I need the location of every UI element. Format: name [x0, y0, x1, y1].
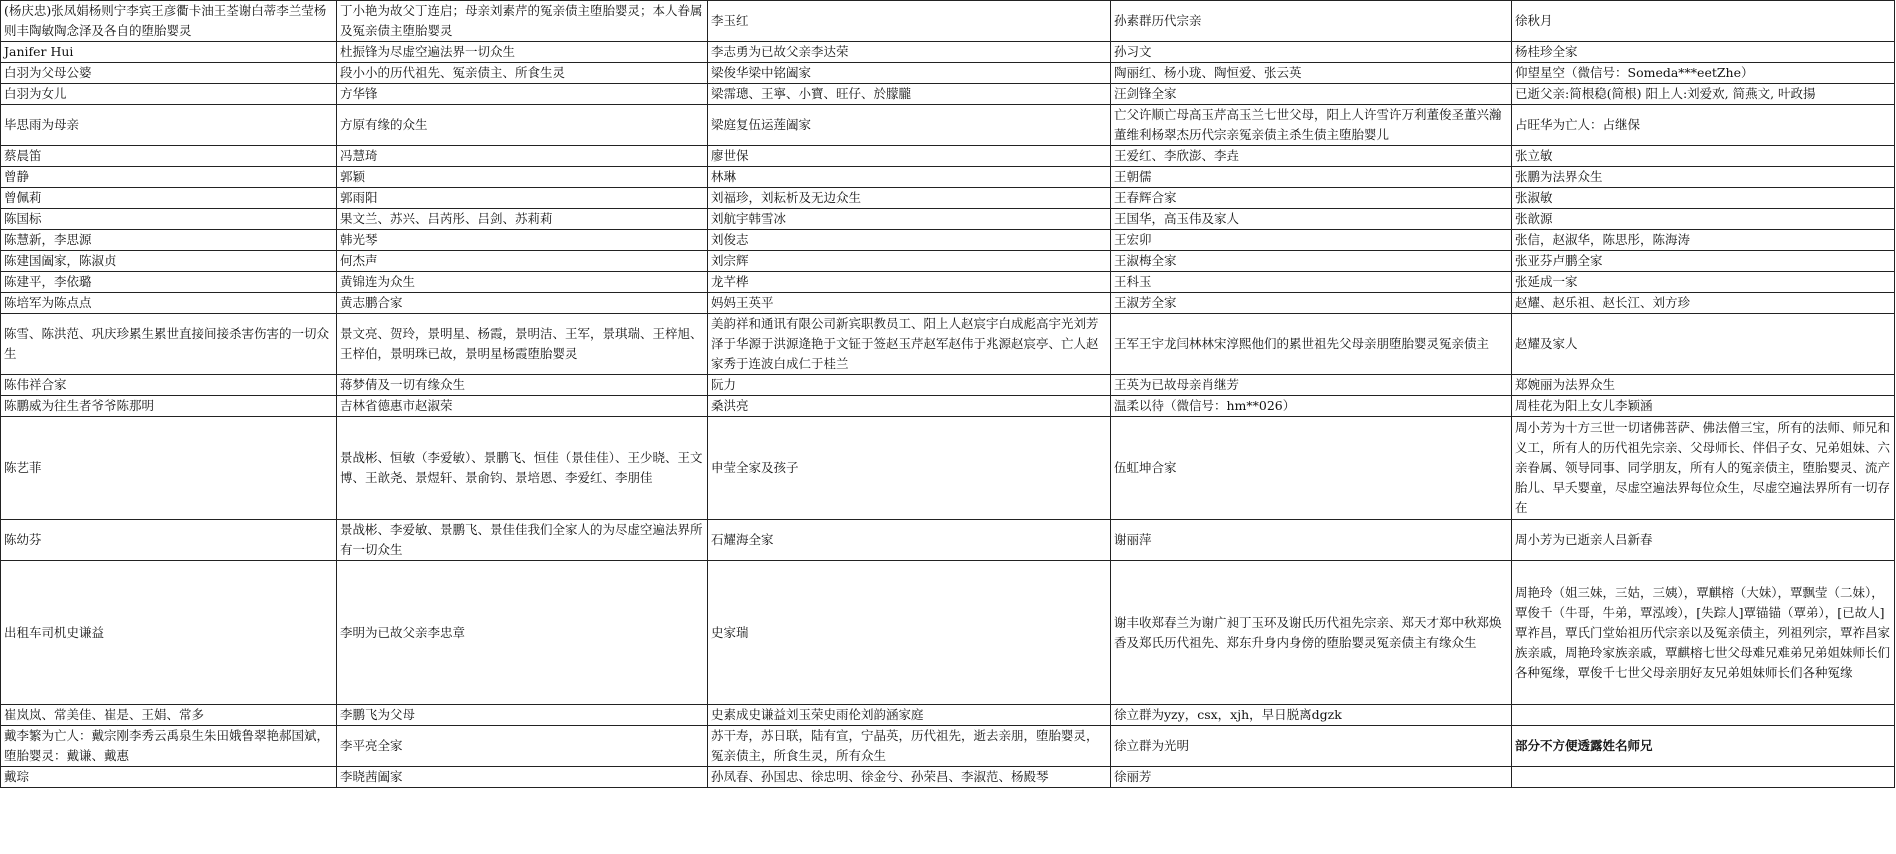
table-cell: 张延成一家 [1512, 272, 1895, 293]
table-row [1, 188, 1895, 209]
table-cell: 刘俊志 [708, 230, 1111, 251]
table-cell: 温柔以待（微信号：hm**026） [1111, 396, 1512, 417]
table-cell: 张立敏 [1512, 146, 1895, 167]
table-cell: 李玉红 [708, 1, 1111, 42]
table-row [1, 726, 1895, 767]
table-cell: 果文兰、苏兴、吕芮彤、吕剑、苏莉莉 [337, 209, 708, 230]
table-cell: 黄志鹏合家 [337, 293, 708, 314]
table-cell: 白羽为父母公婆 [1, 63, 337, 84]
table-cell: 陈鹏威为往生者爷爷陈那明 [1, 396, 337, 417]
table-cell: 王军王宇龙闫林林宋淳熙他们的累世祖先父母亲朋堕胎婴灵冤亲债主 [1111, 314, 1512, 375]
table-cell: 冯慧琦 [337, 146, 708, 167]
table-cell: 吉林省德惠市赵淑荣 [337, 396, 708, 417]
table-cell: 已逝父亲:简根稳(简根) 阳上人:刘爱欢, 简燕文, 叶政揚 [1512, 84, 1895, 105]
table-cell: 王英为已故母亲肖继芳 [1111, 375, 1512, 396]
table-row [1, 561, 1895, 705]
table-cell: 何杰声 [337, 251, 708, 272]
table-row [1, 63, 1895, 84]
table-cell: 毕思雨为母亲 [1, 105, 337, 146]
table-cell: 陈慧新，李思源 [1, 230, 337, 251]
table-cell: 龙芊桦 [708, 272, 1111, 293]
table-cell: 徐丽芳 [1111, 767, 1512, 788]
table-cell: 张鹏为法界众生 [1512, 167, 1895, 188]
table-cell: 陈国标 [1, 209, 337, 230]
table-row [1, 375, 1895, 396]
table-cell: 丁小艳为故父丁连启；母亲刘素芹的冤亲债主堕胎婴灵；本人眷属及冤亲债主堕胎婴灵 [337, 1, 708, 42]
table-cell: 郭颖 [337, 167, 708, 188]
table-row [1, 167, 1895, 188]
table-cell: 张信，赵淑华，陈思彤，陈海涛 [1512, 230, 1895, 251]
table-cell: Janifer Hui [1, 42, 337, 63]
table-cell: 徐立群为yzy，csx，xjh，早日脱离dgzk [1111, 705, 1512, 726]
table-cell: 张亚芬卢鹏全家 [1512, 251, 1895, 272]
table-cell: 景文亮、贺玲，景明星、杨霞，景明洁、王军，景琪瑞、王梓旭、王梓伯，景明珠已故，景明星杨霞堕胎婴灵 [337, 314, 708, 375]
table-cell: 曾静 [1, 167, 337, 188]
table-cell: 王宏卯 [1111, 230, 1512, 251]
table-cell: 申莹全家及孩子 [708, 417, 1111, 520]
table-cell: 陈建国阖家，陈淑贞 [1, 251, 337, 272]
table-cell: 郑婉丽为法界众生 [1512, 375, 1895, 396]
table-cell: 石耀海全家 [708, 520, 1111, 561]
table-row [1, 520, 1895, 561]
table-cell: 王朝儒 [1111, 167, 1512, 188]
table-cell: 王科玉 [1111, 272, 1512, 293]
table-cell: 王国华，高玉伟及家人 [1111, 209, 1512, 230]
table-row [1, 272, 1895, 293]
table-cell: 亡父许顺亡母高玉芹高玉兰七世父母，阳上人许雪许万利董俊圣董兴瀚董维利杨翠杰历代宗亲冤亲债主杀生债主堕胎婴儿 [1111, 105, 1512, 146]
table-cell: 伍虹坤合家 [1111, 417, 1512, 520]
table-cell: 梁霈璁、王寧、小寶、旺仔、於朦朧 [708, 84, 1111, 105]
table-row [1, 251, 1895, 272]
table-cell: 郭雨阳 [337, 188, 708, 209]
table-cell: 王淑梅全家 [1111, 251, 1512, 272]
table-cell: 孙素群历代宗亲 [1111, 1, 1512, 42]
table-body [1, 1, 1895, 788]
table-cell: 王春辉合家 [1111, 188, 1512, 209]
table-row [1, 209, 1895, 230]
table-cell: 崔岚岚、常美佳、崔是、王娟、常多 [1, 705, 337, 726]
table-row [1, 105, 1895, 146]
table-row [1, 767, 1895, 788]
table-row [1, 146, 1895, 167]
table-row [1, 84, 1895, 105]
table-cell: 黄锦连为众生 [337, 272, 708, 293]
table-cell: 景战彬、恒敏（李爱敏）、景鹏飞、恒佳（景佳佳）、王少晓、王文博、王歆尧、景煜轩、景俞钧、景培恩、李爱红、李朋佳 [337, 417, 708, 520]
table-cell: 韩光琴 [337, 230, 708, 251]
table-cell: 孙凤春、孙国忠、徐忠明、徐金兮、孙荣昌、李淑范、杨殿琴 [708, 767, 1111, 788]
table-cell: 桑洪亮 [708, 396, 1111, 417]
table-cell: 谢丰收郑春兰为谢广昶丁玉环及谢氏历代祖先宗亲、郑天才郑中秋郑焕香及郑氏历代祖先、郑东升身内身傍的堕胎婴灵冤亲债主有缘众生 [1111, 561, 1512, 705]
table-cell: 汪剑锋全家 [1111, 84, 1512, 105]
table-row [1, 1, 1895, 42]
table-cell: (杨庆忠)张凤娟杨则宁李宾王彦衢卡油王荃谢白蒂李兰莹杨则丰陶敏陶念泽及各自的堕胎婴灵 [1, 1, 337, 42]
table-cell: 王淑芳全家 [1111, 293, 1512, 314]
table-cell: 李晓茜阖家 [337, 767, 708, 788]
table-cell: 方华锋 [337, 84, 708, 105]
table-cell: 孙习文 [1111, 42, 1512, 63]
table-cell: 杜振锋为尽虚空遍法界一切众生 [337, 42, 708, 63]
table-cell: 部分不方便透露姓名师兄 [1512, 726, 1895, 767]
table-cell: 仰望星空（微信号：Someda***eetZhe） [1512, 63, 1895, 84]
table-row [1, 705, 1895, 726]
table-cell: 白羽为女儿 [1, 84, 337, 105]
table-cell: 方原有缘的众生 [337, 105, 708, 146]
table-cell: 美韵祥和通讯有限公司新宾职教员工、阳上人赵宸宇白成彪高宇光刘芳泽于华源于洪源逄艳于文钲于签赵玉芹赵军赵伟于兆源赵宸亭、亡人赵家秀于连波白成仁于桂兰 [708, 314, 1111, 375]
table-cell: 刘宗辉 [708, 251, 1111, 272]
table-row [1, 396, 1895, 417]
table-cell: 李平亮全家 [337, 726, 708, 767]
table-cell [1512, 705, 1895, 726]
table-cell: 段小小的历代祖先、冤亲债主、所食生灵 [337, 63, 708, 84]
table-cell: 史家瑞 [708, 561, 1111, 705]
table-cell: 景战彬、李爱敏、景鹏飞、景佳佳我们全家人的为尽虚空遍法界所有一切众生 [337, 520, 708, 561]
table-cell: 李鹏飞为父母 [337, 705, 708, 726]
table-cell: 张歆源 [1512, 209, 1895, 230]
table-row [1, 293, 1895, 314]
table-cell: 陈建平，李依璐 [1, 272, 337, 293]
table-cell: 赵耀及家人 [1512, 314, 1895, 375]
table-cell: 出租车司机史谦益 [1, 561, 337, 705]
table-cell: 李明为已故父亲李忠章 [337, 561, 708, 705]
table-cell: 梁俊华梁中铭阖家 [708, 63, 1111, 84]
table-cell: 刘福珍，刘耘析及无边众生 [708, 188, 1111, 209]
table-row [1, 417, 1895, 520]
table-cell: 妈妈王英平 [708, 293, 1111, 314]
table-cell: 徐立群为光明 [1111, 726, 1512, 767]
table-cell: 周桂花为阳上女儿李颖涵 [1512, 396, 1895, 417]
table-cell: 陈伟祥合家 [1, 375, 337, 396]
table-cell: 戴琮 [1, 767, 337, 788]
table-cell: 梁庭复伍运莲阖家 [708, 105, 1111, 146]
table-cell: 占旺华为亡人：占继保 [1512, 105, 1895, 146]
table-cell: 蔡晨笛 [1, 146, 337, 167]
table-cell: 陈雪、陈洪范、巩庆珍累生累世直接间接杀害伤害的一切众生 [1, 314, 337, 375]
table-cell: 王爱红、李欣澎、李垚 [1111, 146, 1512, 167]
table-row [1, 314, 1895, 375]
table-cell: 陈培军为陈点点 [1, 293, 337, 314]
table-cell: 李志勇为已故父亲李达荣 [708, 42, 1111, 63]
table-cell: 廖世保 [708, 146, 1111, 167]
table-cell: 杨桂珍全家 [1512, 42, 1895, 63]
table-cell: 徐秋月 [1512, 1, 1895, 42]
table-cell: 蒋梦倩及一切有缘众生 [337, 375, 708, 396]
table-cell: 苏干寿，苏日联，陆有宣，宁晶英，历代祖先，逝去亲朋，堕胎婴灵，冤亲债主，所食生灵，所有众生 [708, 726, 1111, 767]
table-cell: 周艳玲（姐三妹，三姑，三姨），覃麒榕（大妹），覃飘莹（二妹），覃俊千（牛哥，牛弟，覃泓竣），[失踪人]覃锚锚（覃弟），[已故人]覃祚昌，覃氏门堂始祖历代宗亲以及冤亲债主，列祖列宗，覃祚昌家族亲戚，周艳玲家族亲戚，覃麒榕七世父母难兄难弟兄弟姐妹师长们各种冤缘，覃俊千七世父母亲朋好友兄弟姐妹师长们各种冤缘 [1512, 561, 1895, 705]
table-cell: 赵耀、赵乐祖、赵长江、刘方珍 [1512, 293, 1895, 314]
table-cell: 阮力 [708, 375, 1111, 396]
table-cell [1512, 767, 1895, 788]
table-cell: 戴李繁为亡人：戴宗刚李秀云禹泉生朱田娥鲁翠艳郝国斌，堕胎婴灵：戴谦、戴惠 [1, 726, 337, 767]
table-cell: 曾佩莉 [1, 188, 337, 209]
table-cell: 林琳 [708, 167, 1111, 188]
table-row [1, 230, 1895, 251]
table-cell: 史素成史谦益刘玉荣史雨伦刘韵涵家庭 [708, 705, 1111, 726]
table-cell: 谢丽萍 [1111, 520, 1512, 561]
table-cell: 周小芳为已逝亲人吕新春 [1512, 520, 1895, 561]
table-cell: 陈艺菲 [1, 417, 337, 520]
table-cell: 张淑敏 [1512, 188, 1895, 209]
table-cell: 陈幼芬 [1, 520, 337, 561]
table-cell: 刘航宇韩雪冰 [708, 209, 1111, 230]
table-cell: 周小芳为十方三世一切诸佛菩萨、佛法僧三宝，所有的法师、师兄和义工，所有人的历代祖先宗亲、父母师长、伴侣子女、兄弟姐妹、六亲眷属、领导同事、同学朋友，所有人的冤亲债主，堕胎婴灵、流产胎儿、早夭婴童，尽虚空遍法界每位众生，尽虚空遍法界所有一切存在 [1512, 417, 1895, 520]
table-cell: 陶丽红、杨小珑、陶恒爱、张云英 [1111, 63, 1512, 84]
table-row [1, 42, 1895, 63]
